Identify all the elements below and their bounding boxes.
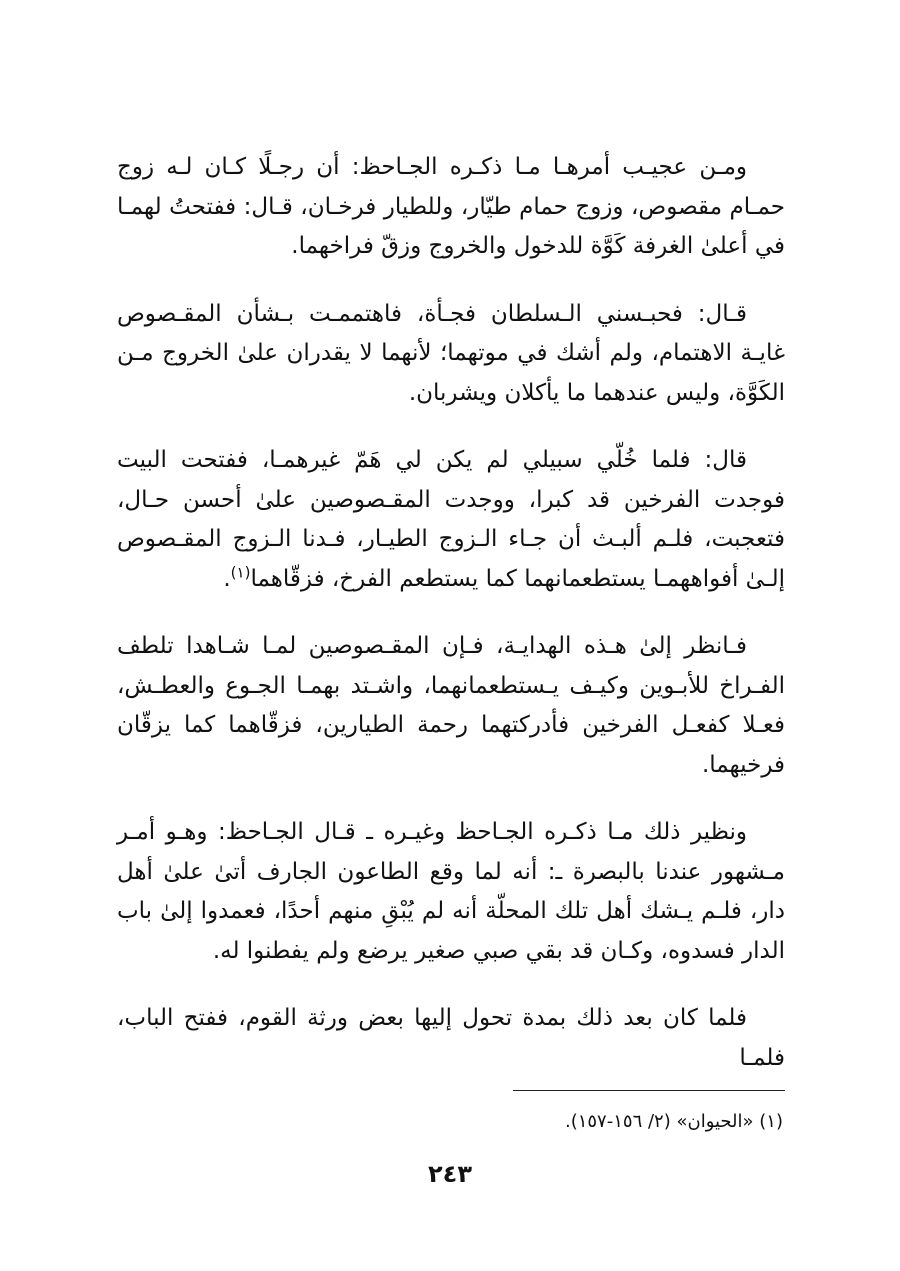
footnote-divider: [513, 1090, 785, 1091]
paragraph-3: [117, 441, 785, 599]
footnote: (١) «الحيوان» (٢/ ١٥٦-١٥٧).: [564, 1111, 783, 1132]
paragraph-6: فلما كان بعد ذلك بمدة تحول إليها بعض ورثة القوم، ففتح الباب، فلمـا: [117, 1005, 785, 1071]
paragraph-4: فـانظر إلىٰ هـذه الهدايـة، فـإن المقـصوصين لمـا شـاهدا تلطف الفـراخ للأبـوين وكيـف يـستطعمانهما، واشـتد بهمـا الجـوع والعطـش، فعـلا كفعـل الفرخين فأدركتهما رحمة الطيارين، فزقّاهما كما يزقّان فرخيهما.: [117, 633, 785, 778]
paragraph-1: ومـن عجيـب أمرهـا مـا ذكـره الجـاحظ: أن رجـلًا كـان لـه زوج حمـام مقصوص، وزوج حمام طيّار، وللطيار فرخـان، قـال: ففتحتُ لهمـا في أعلىٰ الغرفة كَوَّة للدخول والخروج وزقّ فراخهما.: [117, 154, 785, 259]
page-number: ٢٤٣: [428, 1160, 472, 1188]
footnote-reference[interactable]: (١): [230, 562, 251, 581]
page-body: [117, 148, 785, 1078]
paragraph-3-end: .: [223, 565, 231, 592]
paragraph-5: ونظير ذلك مـا ذكـره الجـاحظ وغيـره ـ قـال الجـاحظ: وهـو أمـر مـشهور عندنا بالبصرة ـ: أنه لما وقع الطاعون الجارف أتىٰ علىٰ أهل دار، فلـم يـشك أهل تلك المحلّة أنه لم يُبْقِ منهم أحدًا، فعمدوا إلىٰ باب الدار فسدوه، وكـان قد بقي صبي صغير يرضع ولم يفطنوا له.: [117, 819, 785, 964]
paragraph-2: قـال: فحبـسني الـسلطان فجـأة، فاهتممـت بـشأن المقـصوص غايـة الاهتمام، ولم أشك في موتهما؛ لأنهما لا يقدران علىٰ الخروج مـن الكَوَّة، وليس عندهما ما يأكلان ويشربان.: [117, 300, 785, 406]
paragraph-3-text: قال: فلما خُلّي سبيلي لم يكن لي هَمّ غيرهمـا، ففتحت البيت فوجدت الفرخين قد كبرا، ووجدت المقـصوصين علىٰ أحسن حـال، فتعجبت، فلـم ألبـث أن جـاء الـزوج الطيـار، فـدنا الـزوج المقـصوص إلـىٰ أفواههمـا يستطعمانهما كما يستطعم الفرخ، فزقّاهما: [117, 447, 785, 592]
